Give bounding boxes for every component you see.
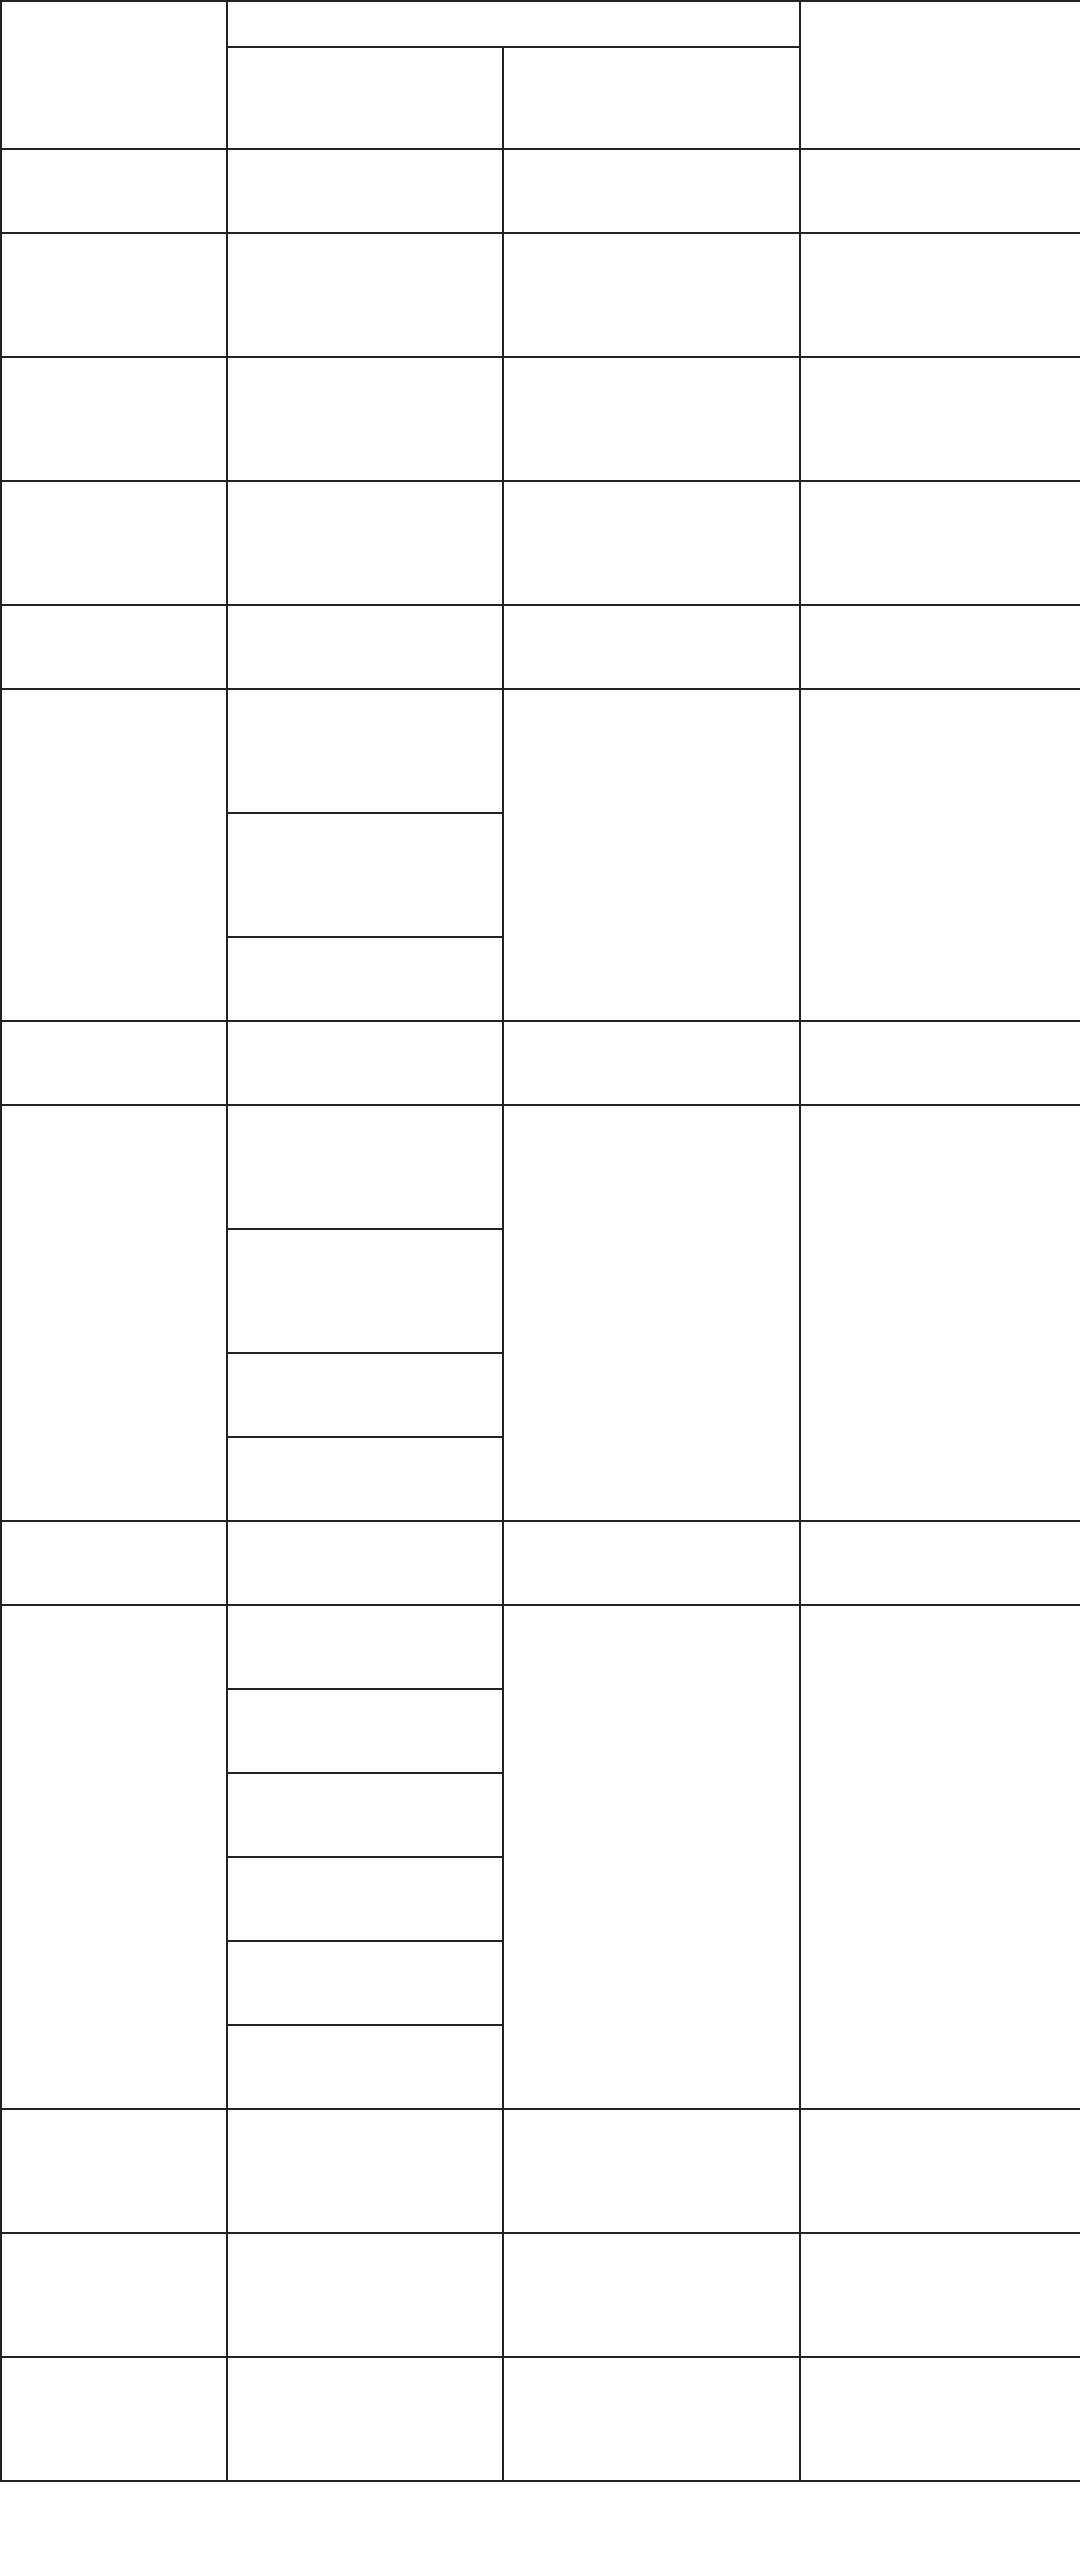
date-range-cell bbox=[503, 1521, 800, 1605]
date-range-cell bbox=[503, 689, 800, 1021]
date-range-cell bbox=[503, 2109, 800, 2233]
table-row bbox=[1, 149, 1080, 233]
phone-cell bbox=[800, 605, 1080, 689]
address-cell bbox=[227, 1437, 503, 1521]
address-cell bbox=[227, 1689, 503, 1773]
table-row bbox=[1, 2233, 1080, 2357]
address-cell bbox=[227, 149, 503, 233]
center-name-cell bbox=[1, 233, 227, 357]
center-name-cell bbox=[1, 1021, 227, 1105]
center-name-cell bbox=[1, 2233, 227, 2357]
phone-cell bbox=[800, 357, 1080, 481]
center-name-cell bbox=[1, 1105, 227, 1521]
address-cell bbox=[227, 233, 503, 357]
phone-cell bbox=[800, 481, 1080, 605]
date-range-cell bbox=[503, 149, 800, 233]
phone-cell bbox=[800, 149, 1080, 233]
address-cell bbox=[227, 689, 503, 813]
address-cell bbox=[227, 2025, 503, 2109]
phone-cell bbox=[800, 233, 1080, 357]
address-cell bbox=[227, 2233, 503, 2357]
center-name-cell bbox=[1, 2357, 227, 2481]
address-cell bbox=[227, 1941, 503, 2025]
header-row-1 bbox=[1, 1, 1080, 47]
address-cell bbox=[227, 2357, 503, 2481]
center-name-cell bbox=[1, 149, 227, 233]
address-cell bbox=[227, 1229, 503, 1353]
header-center bbox=[1, 1, 227, 149]
table-row bbox=[1, 1021, 1080, 1105]
header-dates bbox=[503, 47, 800, 149]
table-row bbox=[1, 1605, 1080, 1689]
date-range-cell bbox=[503, 233, 800, 357]
table-row bbox=[1, 689, 1080, 813]
date-range-cell bbox=[503, 2233, 800, 2357]
phone-cell bbox=[800, 1521, 1080, 1605]
header-phone bbox=[800, 1, 1080, 149]
address-cell bbox=[227, 1605, 503, 1689]
date-range-cell bbox=[503, 1605, 800, 2109]
address-cell bbox=[227, 1353, 503, 1437]
center-name-cell bbox=[1, 689, 227, 1021]
table-row bbox=[1, 1105, 1080, 1229]
center-name-cell bbox=[1, 357, 227, 481]
address-cell bbox=[227, 1105, 503, 1229]
date-range-cell bbox=[503, 1105, 800, 1521]
date-range-cell bbox=[503, 481, 800, 605]
phone-cell bbox=[800, 1105, 1080, 1521]
table-row bbox=[1, 357, 1080, 481]
address-cell bbox=[227, 1857, 503, 1941]
center-name-cell bbox=[1, 1521, 227, 1605]
phone-cell bbox=[800, 2233, 1080, 2357]
table-row bbox=[1, 481, 1080, 605]
phone-cell bbox=[800, 689, 1080, 1021]
header-address bbox=[227, 47, 503, 149]
header-group bbox=[227, 1, 800, 47]
date-range-cell bbox=[503, 2357, 800, 2481]
center-name-cell bbox=[1, 481, 227, 605]
phone-cell bbox=[800, 1021, 1080, 1105]
date-range-cell bbox=[503, 357, 800, 481]
address-cell bbox=[227, 813, 503, 937]
address-cell bbox=[227, 605, 503, 689]
address-cell bbox=[227, 357, 503, 481]
phone-cell bbox=[800, 1605, 1080, 2109]
phone-cell bbox=[800, 2109, 1080, 2233]
address-cell bbox=[227, 1021, 503, 1105]
address-cell bbox=[227, 937, 503, 1021]
date-range-cell bbox=[503, 1021, 800, 1105]
center-name-cell bbox=[1, 1605, 227, 2109]
address-cell bbox=[227, 1521, 503, 1605]
table-row bbox=[1, 2109, 1080, 2233]
phone-cell bbox=[800, 2357, 1080, 2481]
address-cell bbox=[227, 2109, 503, 2233]
address-cell bbox=[227, 1773, 503, 1857]
address-cell bbox=[227, 481, 503, 605]
table-row bbox=[1, 1521, 1080, 1605]
table-row bbox=[1, 605, 1080, 689]
table-body bbox=[1, 149, 1080, 2481]
table-row bbox=[1, 2357, 1080, 2481]
date-range-cell bbox=[503, 605, 800, 689]
center-name-cell bbox=[1, 605, 227, 689]
center-name-cell bbox=[1, 2109, 227, 2233]
table-row bbox=[1, 233, 1080, 357]
